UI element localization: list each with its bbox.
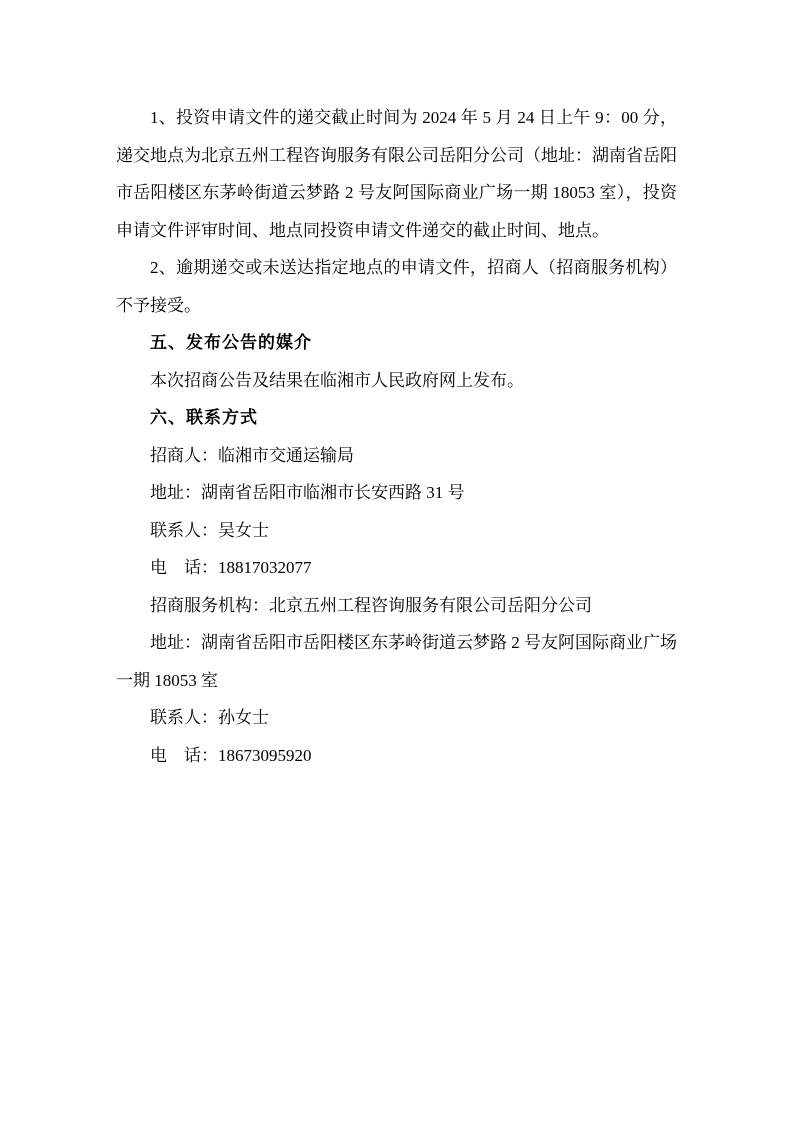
heading-section-5-announcement-media: 五、发布公告的媒介 <box>150 333 312 352</box>
line-agency-contact-person: 联系人：孙女士 <box>150 708 269 727</box>
line-inviter-phone: 电 话：18817032077 <box>150 558 312 577</box>
paragraph-submission-deadline: 1、投资申请文件的递交截止时间为 2024 年 5 月 24 日上午 9：00 分，递交地点为北京五州工程咨询服务有限公司岳阳分公司（地址：湖南省岳阳市岳阳楼区东茅岭街道云梦路 2 号友阿国际商业广场一期 18053 室），投资申请文件评审时间、地点同投资申请文件递交的截止时间、地点。 <box>116 108 677 240</box>
paragraph-late-submission-rejected: 2、逾期递交或未送达指定地点的申请文件，招商人（招商服务机构）不予接受。 <box>116 258 677 315</box>
line-inviter-contact-person: 联系人：吴女士 <box>150 520 269 540</box>
heading-section-6-contact-info: 六、联系方式 <box>150 408 258 427</box>
paragraph-announcement-publication: 本次招商公告及结果在临湘市人民政府网上发布。 <box>150 370 524 390</box>
line-inviter-address: 地址：湖南省岳阳市临湘市长安西路 31 号 <box>150 483 465 502</box>
line-agency-phone: 电 话：18673095920 <box>150 745 312 765</box>
line-agency-name: 招商服务机构：北京五州工程咨询服务有限公司岳阳分公司 <box>150 595 592 615</box>
line-agency-address: 地址：湖南省岳阳市岳阳楼区东茅岭街道云梦路 2 号友阿国际商业广场一期 18053 室 <box>116 633 677 690</box>
line-inviter-name: 招商人：临湘市交通运输局 <box>150 445 354 465</box>
